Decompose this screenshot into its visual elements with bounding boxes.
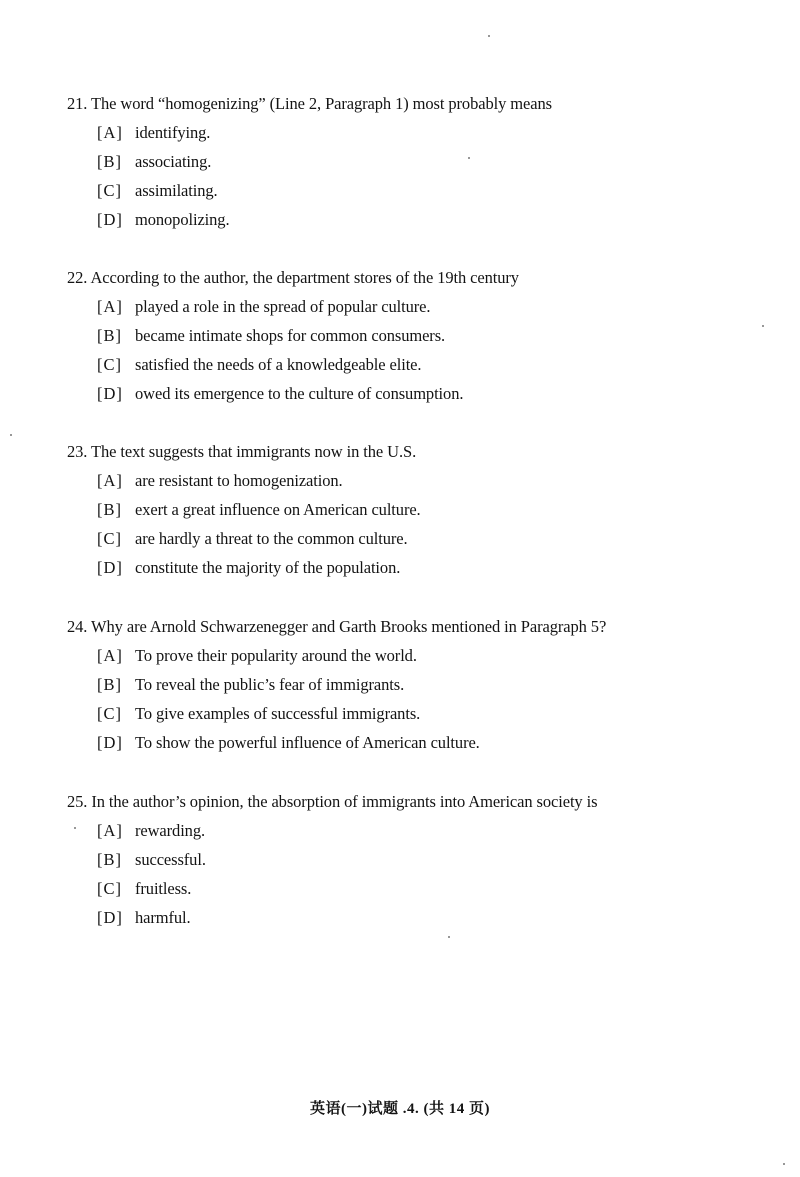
option-label: [B] [97, 152, 122, 171]
option-label: [D] [97, 558, 123, 577]
option-d [97, 558, 400, 578]
option-text: assimilating. [135, 181, 218, 200]
option-text: exert a great influence on American culture. [135, 500, 421, 519]
option-text: fruitless. [135, 879, 192, 898]
option-text: rewarding. [135, 821, 206, 840]
scan-speck [488, 35, 490, 37]
option-text: To give examples of successful immigrants. [135, 704, 421, 723]
option-c [97, 355, 421, 375]
page-footer: 英语(一)试题 .4. (共 14 页) [310, 1101, 490, 1117]
option-label: [A] [97, 123, 123, 142]
option-d [97, 210, 230, 230]
option-label: [C] [97, 355, 122, 374]
option-text: identifying. [135, 123, 211, 142]
option-b [97, 500, 421, 520]
option-b [97, 152, 211, 172]
option-text: harmful. [135, 908, 191, 927]
option-d [97, 908, 191, 928]
option-text: associating. [135, 152, 212, 171]
option-label: [D] [97, 210, 123, 229]
option-label: [A] [97, 297, 123, 316]
option-a [97, 821, 205, 841]
option-label: [D] [97, 733, 123, 752]
option-label: [C] [97, 181, 122, 200]
option-c [97, 879, 191, 899]
option-text: To reveal the public’s fear of immigrants. [135, 675, 405, 694]
option-label: [B] [97, 500, 122, 519]
scan-speck [448, 936, 450, 938]
option-text: To prove their popularity around the world. [135, 646, 417, 665]
option-c [97, 704, 420, 724]
option-label: [A] [97, 471, 123, 490]
question-stem: 24. Why are Arnold Schwarzenegger and Garth Brooks mentioned in Paragraph 5? [67, 617, 607, 636]
question-stem: 21. The word “homogenizing” (Line 2, Paragraph 1) most probably means [67, 94, 552, 113]
option-text: constitute the majority of the population. [135, 558, 401, 577]
option-c [97, 181, 218, 201]
scan-speck [468, 157, 470, 159]
question-stem: 25. In the author’s opinion, the absorption of immigrants into American society is [67, 792, 598, 811]
option-label: [A] [97, 646, 123, 665]
option-label: [C] [97, 529, 122, 548]
option-text: became intimate shops for common consumers. [135, 326, 446, 345]
option-c [97, 529, 408, 549]
option-text: are hardly a threat to the common culture. [135, 529, 408, 548]
option-a [97, 297, 430, 317]
scan-speck [762, 325, 764, 327]
option-text: played a role in the spread of popular culture. [135, 297, 431, 316]
scan-speck [74, 827, 76, 829]
option-label: [B] [97, 675, 122, 694]
option-b [97, 326, 445, 346]
option-text: are resistant to homogenization. [135, 471, 343, 490]
option-text: successful. [135, 850, 206, 869]
option-label: [A] [97, 821, 123, 840]
option-text: satisfied the needs of a knowledgeable elite. [135, 355, 422, 374]
option-label: [C] [97, 879, 122, 898]
option-label: [D] [97, 908, 123, 927]
option-a [97, 646, 417, 666]
scan-speck [10, 434, 12, 436]
question-stem: 23. The text suggests that immigrants now in the U.S. [67, 442, 417, 461]
option-text: monopolizing. [135, 210, 230, 229]
option-text: owed its emergence to the culture of consumption. [135, 384, 464, 403]
option-d [97, 384, 463, 404]
option-b [97, 675, 404, 695]
option-label: [D] [97, 384, 123, 403]
option-text: To show the powerful influence of American culture. [135, 733, 480, 752]
option-d [97, 733, 480, 753]
option-label: [B] [97, 850, 122, 869]
option-a [97, 471, 343, 491]
option-label: [B] [97, 326, 122, 345]
option-label: [C] [97, 704, 122, 723]
option-a [97, 123, 210, 143]
question-stem: 22. According to the author, the department stores of the 19th century [67, 268, 519, 287]
option-b [97, 850, 206, 870]
scan-speck [783, 1163, 785, 1165]
